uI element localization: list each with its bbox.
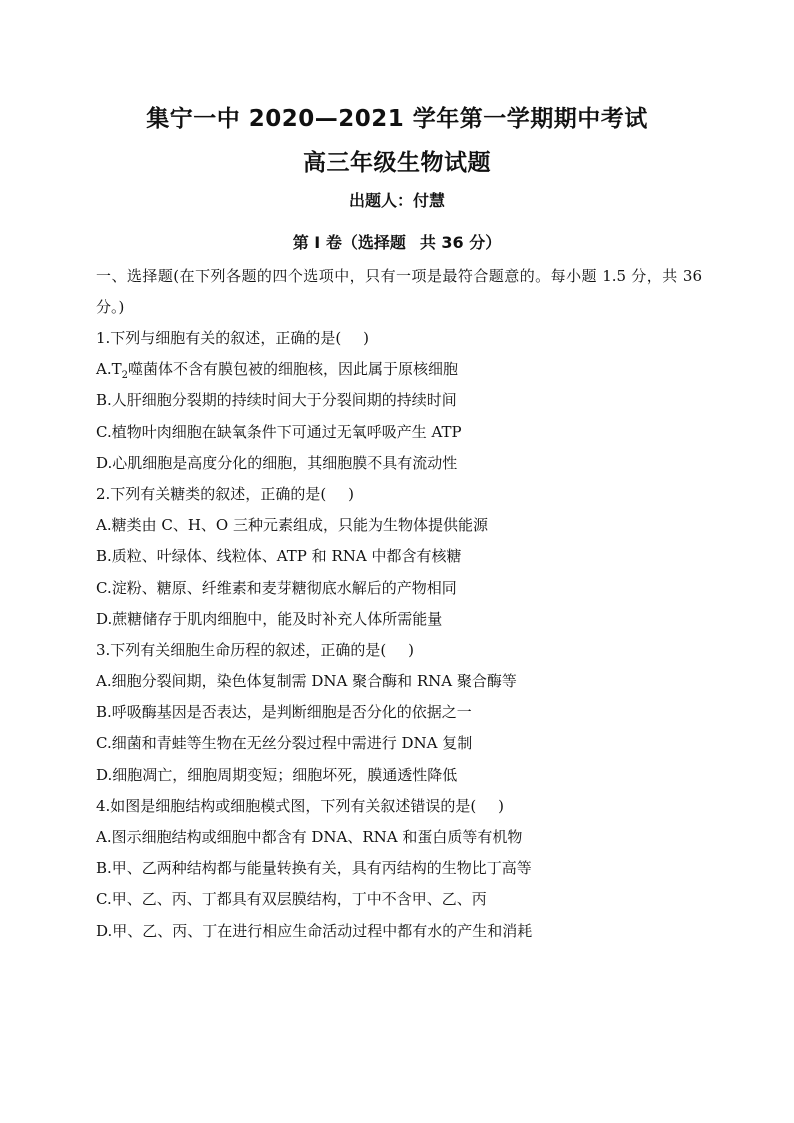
section-heading-left: 第 Ⅰ 卷（选择题: [292, 233, 406, 252]
instructions: 一、选择题(在下列各题的四个选项中，只有一项是最符合题意的。每小题 1.5 分，共 36 分。): [96, 267, 702, 316]
question-4-option-b: B.甲、乙两种结构都与能量转换有关，具有丙结构的生物比丁高等: [96, 859, 532, 878]
question-4-option-d: D.甲、乙、丙、丁在进行相应生命活动过程中都有水的产生和消耗: [96, 921, 533, 940]
question-2-stem: 2.下列有关糖类的叙述，正确的是( ): [96, 484, 355, 503]
question-1-option-d: D.心肌细胞是高度分化的细胞，其细胞膜不具有流动性: [96, 453, 458, 472]
question-3-option-d: D.细胞凋亡，细胞周期变短；细胞坏死，膜通透性降低: [96, 765, 458, 784]
question-4-option-a: A.图示细胞结构或细胞中都含有 DNA、RNA 和蛋白质等有机物: [96, 828, 523, 846]
question-1-option-b: B.人肝细胞分裂期的持续时间大于分裂间期的持续时间: [96, 391, 457, 410]
question-1-option-c: C.植物叶肉细胞在缺氧条件下可通过无氧呼吸产生 ATP: [96, 422, 462, 441]
question-2-option-a: A.糖类由 C、H、O 三种元素组成，只能为生物体提供能源: [96, 516, 488, 535]
question-2-option-d: D.蔗糖储存于肌肉细胞中，能及时补充人体所需能量: [96, 609, 443, 628]
section-heading-right: 共 36 分）: [419, 233, 502, 252]
question-3-option-b: B.呼吸酶基因是否表达，是判断细胞是否分化的依据之一: [96, 703, 472, 722]
question-1-option-a: $A.T_2$噬菌体不含有膜包被的细胞核，因此属于原核细胞: [96, 360, 458, 382]
question-3-option-c: C.细菌和青蛙等生物在无丝分裂过程中需进行 DNA 复制: [96, 734, 473, 753]
exam-subtitle: 高三年级生物试题: [303, 150, 491, 176]
exam-title: 集宁一中 2020—2021 学年第一学期期中考试: [146, 106, 648, 132]
question-4-stem: 4.如图是细胞结构或细胞模式图，下列有关叙述错误的是( ): [96, 796, 505, 815]
question-3-stem: 3.下列有关细胞生命历程的叙述，正确的是( ): [96, 640, 415, 659]
section-heading: [0, 230, 794, 253]
question-list: [96, 323, 702, 947]
question-1-stem: 1.下列与细胞有关的叙述，正确的是( ): [96, 329, 370, 347]
question-2-option-b: B.质粒、叶绿体、线粒体、ATP 和 RNA 中都含有核糖: [96, 547, 462, 566]
question-2-option-c: C.淀粉、糖原、纤维素和麦芽糖彻底水解后的产物相同: [96, 578, 457, 597]
question-3-option-a: A.细胞分裂间期，染色体复制需 DNA 聚合酶和 RNA 聚合酶等: [96, 672, 517, 691]
question-4-option-c: C.甲、乙、丙、丁都具有双层膜结构，丁中不含甲、乙、丙: [96, 890, 487, 909]
exam-author: 出题人：付慧: [348, 191, 445, 210]
